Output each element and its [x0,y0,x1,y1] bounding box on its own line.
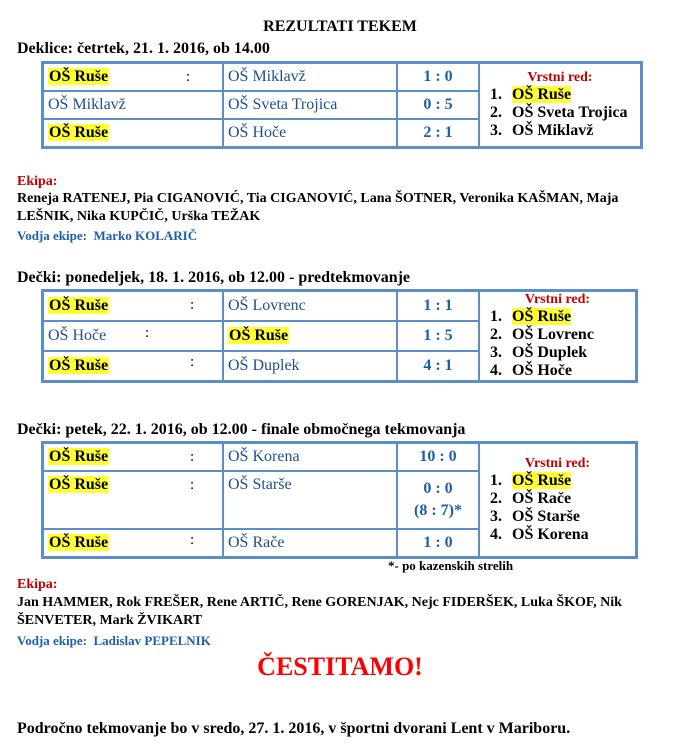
page-title: REZULTATI TEKEM [263,18,417,35]
away-team: OŠ Miklavž [223,63,397,91]
separator: : [190,449,195,465]
ranking-item: 3. OŠ Miklavž [506,122,636,140]
boys-team-list: Jan HAMMER, Rok FREŠER, Rene ARTIČ, Rene GORENJAK, Nejc FIDERŠEK, Luka ŠKOF, Nik ŠENVETER, Mark ŽVIKART [17,595,622,628]
separator: : [190,477,195,493]
separator: : [145,325,150,341]
ranking-title: Vrstni red: [527,70,593,85]
ranking-item: 1. OŠ Ruše [506,472,631,490]
penalty-score: (8 : 7)* [414,502,462,519]
home-team: OŠ Ruše [43,291,223,321]
score: 1 : 5 [397,321,479,351]
girls-results-table [41,61,643,149]
away-team: OŠ Ruše [223,321,397,351]
home-team: OŠ Ruše [43,63,223,91]
ranking-item: 4. OŠ Hoče [506,362,631,380]
away-team: OŠ Sveta Trojica [223,91,397,119]
separator: : [190,297,195,313]
boys-team-leader: Vodja ekipe: Ladislav PEPELNIK [17,633,211,648]
away-team: OŠ Starše [223,471,397,529]
home-team: OŠ Ruše [43,351,223,381]
girls-team-label: Ekipa: [17,174,58,189]
home-team: OŠ Ruše [43,443,223,471]
away-team: OŠ Hoče [223,119,397,147]
penalty-note: *- po kazenskih strelih [388,558,514,573]
ranking-item: 3. OŠ Duplek [506,344,631,362]
away-team: OŠ Korena [223,443,397,471]
home-team: OŠ Ruše [43,529,223,557]
ranking [479,443,636,557]
boys-team-label: Ekipa: [17,577,58,592]
table-row [43,63,641,91]
ranking [479,63,641,147]
away-team: OŠ Duplek [223,351,397,381]
score: 1 : 0 [397,529,479,557]
score: 0 : 0 (8 : 7)* [397,471,479,529]
home-team: OŠ Hoče [43,321,223,351]
score: 4 : 1 [397,351,479,381]
congratulations: ČESTITAMO! [257,652,423,681]
table-row [43,291,636,321]
home-team: OŠ Ruše [43,119,223,147]
away-team: OŠ Lovrenc [223,291,397,321]
footer-note: Področno tekmovanje bo v sredo, 27. 1. 2016, v športni dvorani Lent v Mariboru. [17,720,571,737]
boys-final-results-table [41,441,638,559]
score: 0 : 5 [397,91,479,119]
away-team: OŠ Rače [223,529,397,557]
girls-heading: Deklice: četrtek, 21. 1. 2016, ob 14.00 [17,40,270,57]
ranking-item: 2. OŠ Sveta Trojica [506,104,636,122]
ranking-title: Vrstni red: [524,456,591,471]
separator: : [190,532,195,548]
boys-pre-results-table [41,289,638,383]
score: 1 : 1 [397,291,479,321]
girls-team-leader: Vodja ekipe: Marko KOLARIČ [17,228,198,243]
score: 10 : 0 [397,443,479,471]
ranking [479,291,636,381]
ranking-item: 3. OŠ Starše [506,508,631,526]
ranking-item: 1. OŠ Ruše [506,308,631,326]
ranking-item: 1. OŠ Ruše [506,86,636,104]
girls-team-list: Reneja RATENEJ, Pia CIGANOVIĆ, Tia CIGANOVIĆ, Lana ŠOTNER, Veronika KAŠMAN, Maja LEŠNIK, Nika KUPČIČ, Urška TEŽAK [17,191,619,224]
score: 1 : 0 [397,63,479,91]
separator: : [190,354,195,370]
table-row [43,443,636,471]
score: 2 : 1 [397,119,479,147]
home-team: OŠ Ruše [43,471,223,529]
ranking-item: 4. OŠ Korena [506,526,631,544]
ranking-item: 2. OŠ Rače [506,490,631,508]
boys-final-heading: Dečki: petek, 22. 1. 2016, ob 12.00 - finale območnega tekmovanja [17,421,466,438]
boys-pre-heading: Dečki: ponedeljek, 18. 1. 2016, ob 12.00 - predtekmovanje [17,269,411,286]
home-team: OŠ Miklavž [43,91,223,119]
separator: : [186,69,191,85]
ranking-title: Vrstni red: [524,292,591,307]
ranking-item: 2. OŠ Lovrenc [506,326,631,344]
